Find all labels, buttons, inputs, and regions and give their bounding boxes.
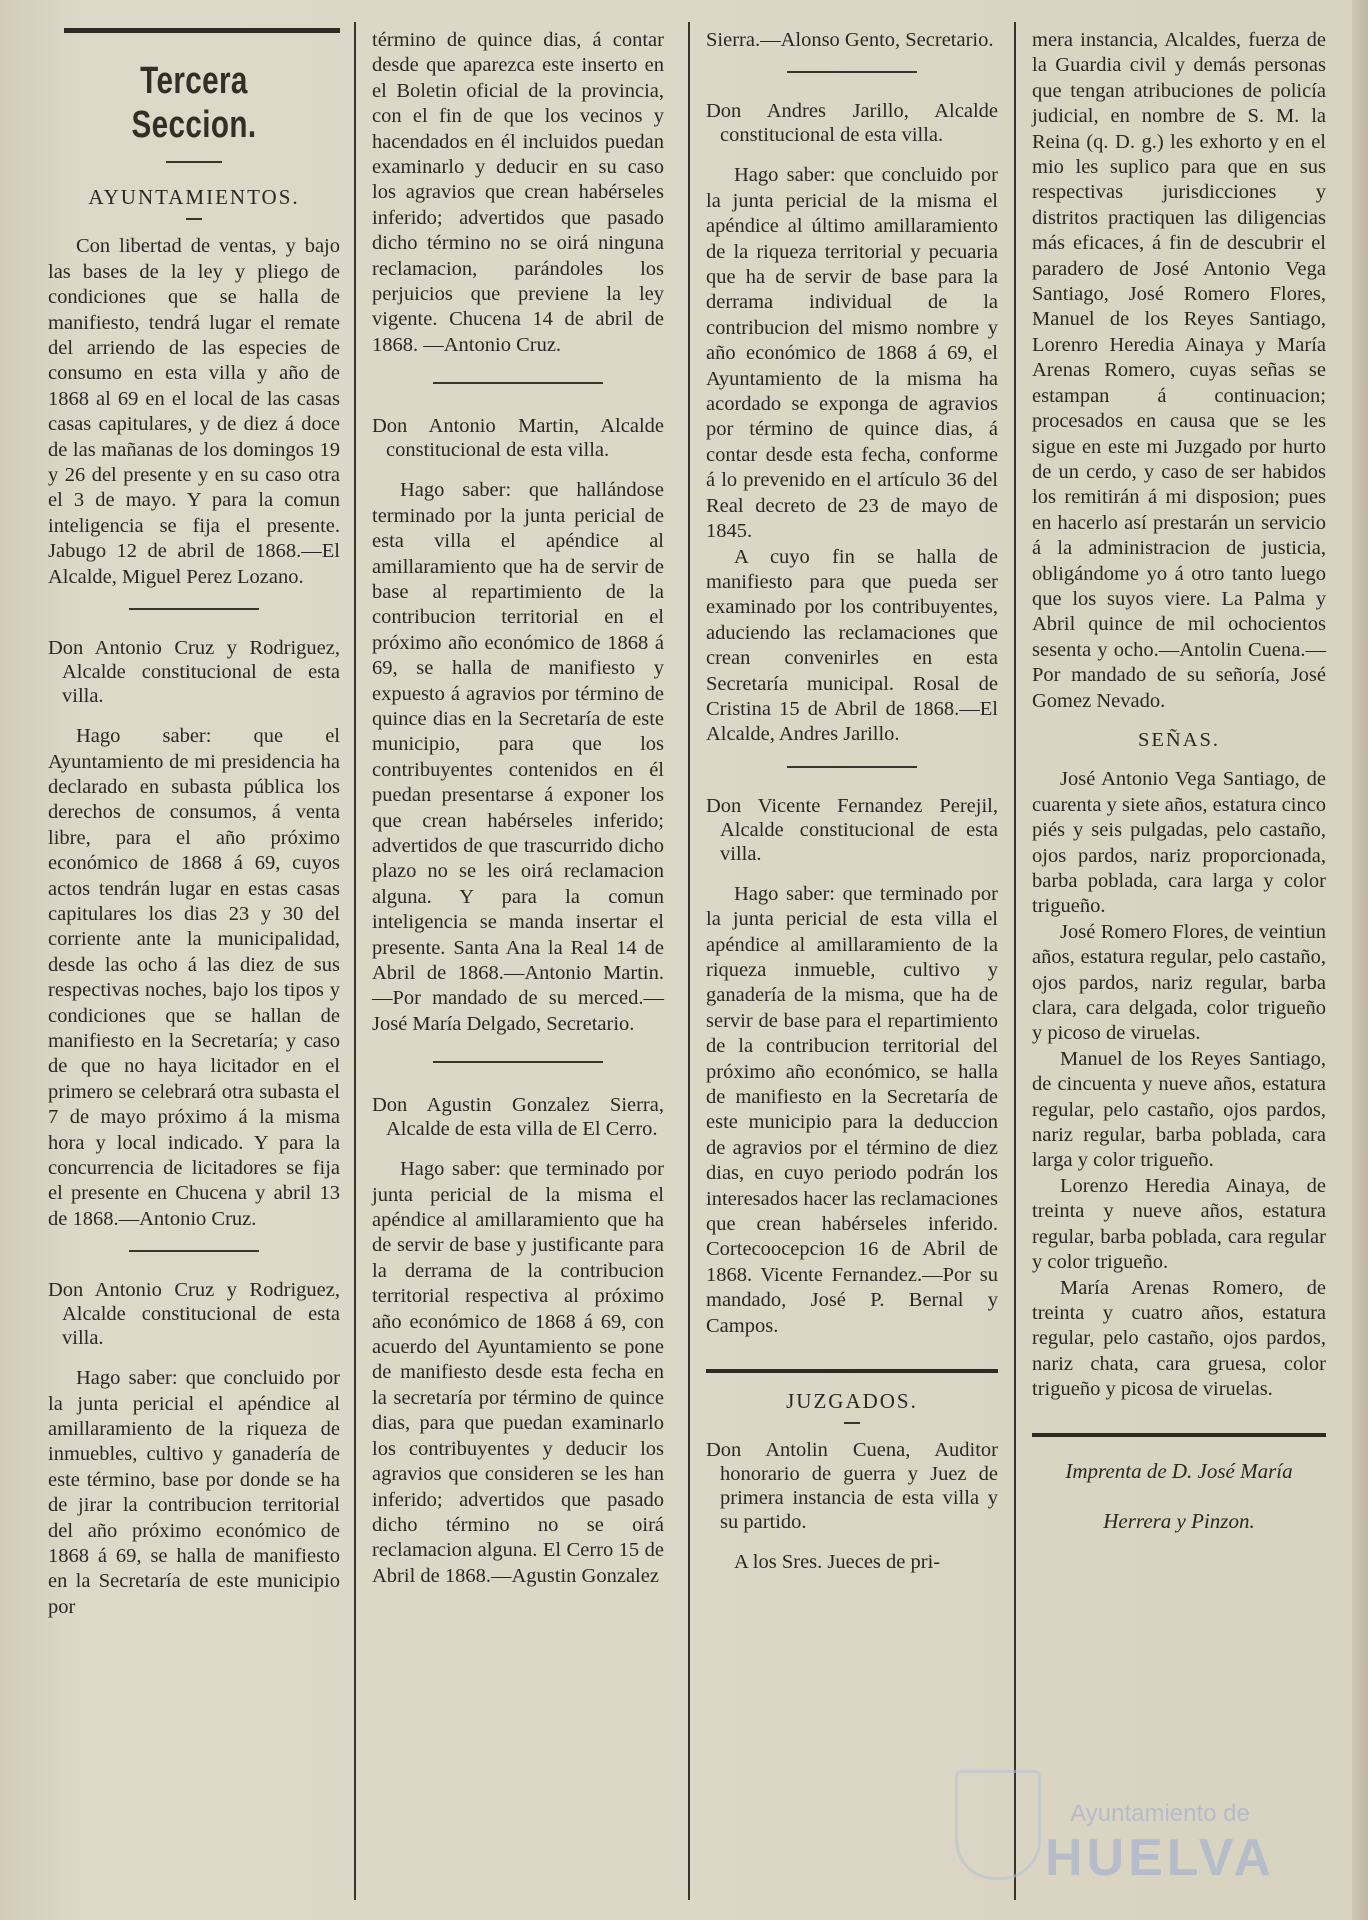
- divider: [706, 1369, 998, 1373]
- notice-heading: Don Antonio Cruz y Rodriguez, Alcalde constitucional de esta villa.: [48, 637, 340, 708]
- divider: [433, 1061, 603, 1063]
- divider: [433, 382, 603, 384]
- imprint-line: Imprenta de D. José María: [1065, 1458, 1293, 1483]
- notice-heading: Don Antolin Cuena, Auditor honorario de guerra y Juez de primera instancia de esta villa y su partido.: [706, 1439, 998, 1534]
- section-title: Tercera Seccion.: [131, 60, 257, 146]
- column-rule: [1014, 22, 1016, 1900]
- notice-heading: Don Antonio Cruz y Rodriguez, Alcalde constitucional de esta villa.: [48, 1279, 340, 1350]
- top-rule: [64, 28, 340, 33]
- notice-santa-ana: Hago saber: que hallándose terminado por la junta pericial de esta villa el apéndice al amillaramiento que ha de servir de base al repartimiento de la contribucion territorial en el próximo año económico de 1868 á 69, se halla de manifiesto y expuesto á agravios por término de quince dias en la Secretaría de este municipio, para que los contribuyentes contenidos en él puedan presentarse á exponer los que crean habérseles inferido; advertidos de que trascurrido dicho plazo no se les oirá reclamacion alguna. Y para la comun inteligencia se manda insertar el presente. Santa Ana la Real 14 de Abril de 1868.—Antonio Martin.—Por mandado de su merced.—José María Delgado, Secretario.: [372, 479, 664, 1035]
- divider: [787, 766, 917, 768]
- divider: [129, 608, 259, 610]
- notice-continuation: Sierra.—Alonso Gento, Secretario.: [706, 29, 994, 51]
- divider: [1032, 1433, 1326, 1437]
- notice-el-cerro: Hago saber: que terminado por junta pericial de la misma el apéndice al amillaramiento que ha de servir de base y justificante para la derrama de la contribucion territorial respectiva al próximo año económico de 1868 á 69, con acuerdo del Ayuntamiento se pone de manifiesto desde esta fecha en la secretaría por término de quince dias, para que puedan examinarlo los contribuyentes y deducir los agravios que consideren se les han inferido; advertidos que pasado dicho término no se oirá reclamacion alguna. El Cerro 15 de Abril de 1868.—Agustin Gonzalez: [372, 1158, 664, 1587]
- notice-rosal-cont: A cuyo fin se halla de manifiesto para que pueda ser examinado por los contribuyentes, aduciendo las reclamaciones que crean convenirles en esta Secretaría municipal. Rosal de Cristina 15 de Abril de 1868.—El Alcalde, Andres Jarillo.: [706, 545, 998, 746]
- column-rule: [688, 22, 690, 1900]
- imprint-line: Herrera y Pinzon.: [1103, 1508, 1255, 1533]
- notice-juzgado-start: A los Sres. Jueces de pri-: [734, 1551, 941, 1574]
- notice-chucena-amillaramiento: Hago saber: que concluido por la junta pericial el apéndice al amillaramiento de la riqueza de inmuebles, cultivo y ganadería de este término, base por donde se ha de jirar la contribucion territorial del año próximo económico de 1868 á 69, se halla de manifiesto en la Secretaría de este municipio por: [48, 1367, 340, 1618]
- description-entry: Lorenzo Heredia Ainaya, de treinta y nueve años, estatura regular, barba poblada, cara regular y color trigueño.: [1032, 1174, 1326, 1274]
- description-entry: José Antonio Vega Santiago, de cuarenta y siete años, estatura cinco piés y seis pulgadas, pelo castaño, ojos pardos, nariz proporcionada, barba poblada, cara larga y color trigueño.: [1032, 768, 1326, 918]
- divider: [844, 1422, 860, 1424]
- notice-heading: Don Antonio Martin, Alcalde constitucional de esta villa.: [372, 415, 664, 462]
- category-heading-juzgados: JUZGADOS.: [786, 1389, 918, 1414]
- divider: [186, 218, 202, 220]
- signs-heading: SEÑAS.: [1137, 728, 1221, 751]
- description-entry: Manuel de los Reyes Santiago, de cincuenta y nueve años, estatura regular, pelo castaño, ojos pardos, nariz regular, barba poblada, cara larga y color trigueño.: [1032, 1047, 1326, 1172]
- column-2: [372, 28, 664, 1900]
- divider: [787, 71, 917, 73]
- column-3: [706, 28, 998, 1900]
- column-1: [48, 28, 340, 1900]
- category-heading-ayuntamientos: AYUNTAMIENTOS.: [88, 185, 300, 209]
- description-entry: María Arenas Romero, de treinta y cuatro años, estatura regular, pelo castaño, ojos pardos, nariz chata, cara gruesa, color trigueño y picosa de viruelas.: [1032, 1276, 1326, 1401]
- notice-heading: Don Andres Jarillo, Alcalde constitucional de esta villa.: [706, 100, 998, 147]
- notice-juzgado-body: mera instancia, Alcaldes, fuerza de la Guardia civil y demás personas que tengan atribuciones de policía judicial, en nombre de S. M. la Reina (q. D. g.) les exhorto y en el mio les suplico para que en sus respectivas jurisdicciones y distritos practiquen las diligencias más eficaces, á fin de descubrir el paradero de José Antonio Vega Santiago, José Romero Flores, Manuel de los Reyes Santiago, Lorenro Heredia Ainaya y María Arenas Romero, cuyas señas se estampan á continuacion; procesados en causa que se les sigue en este mi Juzgado por hurto de un cerdo, y caso de ser habidos los remitirán á mi disposion; pues en hacerlo así prestarán un servicio á la administracion de justicia, obligándome yo á otro tanto luego que los suyos viere. La Palma y Abril quince de mil ochocientos sesenta y ocho.—Antolin Cuena.—Por mandado de su señoría, José Gomez Nevado.: [1032, 29, 1326, 712]
- notice-rosal: Hago saber: que concluido por la junta pericial de la misma el apéndice al último amillaramiento de la riqueza territorial y pecuaria que ha de servir de base para la derrama individual de la contribucion del mismo nombre y año económico de 1868 á 69, el Ayuntamiento de la misma ha acordado se exponga de agravios por término de quince dias, á contar desde esta fecha, conforme á lo prevenido en el artículo 36 del Real decreto de 23 de mayo de 1845.: [706, 164, 998, 543]
- watermark: [1045, 1800, 1276, 1887]
- divider: [166, 161, 222, 163]
- notice-jabugo: Con libertad de ventas, y bajo las bases de la ley y pliego de condiciones que se halla de manifiesto, tendrá lugar el remate del arriendo de las especies de consumo en esta villa y año de 1868 al 69 en el local de las casas casas capitulares, y de diez á doce de las mañanas de los domingos 19 y 26 del presente y en su caso otra el 3 de mayo. Y para la comun inteligencia se fija el presente. Jabugo 12 de abril de 1868.—El Alcalde, Miguel Perez Lozano.: [48, 235, 340, 588]
- column-4: [1032, 28, 1326, 1900]
- notice-chucena-consumos: Hago saber: que el Ayuntamiento de mi presidencia ha declarado en subasta pública los derechos de consumos, á venta libre, para el año próximo económico de 1868 á 69, cuyos actos tendrán lugar en estas casas capitulares los dias 23 y 30 del corriente ante la municipalidad, desde las ocho á las diez de sus respectivas noches, bajo los tipos y condiciones que se hallan de manifiesto en la Secretaría; y caso de que no haya licitador en el primero se celebrará otra subasta el 7 de mayo próximo á la misma hora y local indicado. Y para la concurrencia de licitadores se fija el presente en Chucena y abril 13 de 1868.—Antonio Cruz.: [48, 725, 340, 1230]
- page-edge: [1352, 0, 1368, 1920]
- city-crest-watermark: [955, 1770, 1041, 1880]
- notice-heading: Don Vicente Fernandez Perejil, Alcalde constitucional de esta villa.: [706, 794, 998, 865]
- watermark-line: HUELVA: [1045, 1829, 1276, 1887]
- watermark-line: Ayuntamiento de: [1070, 1800, 1250, 1827]
- divider: [129, 1250, 259, 1252]
- notice-continuation: término de quince dias, á contar desde que aparezca este inserto en el Boletin oficial de la provincia, con el fin de que los vecinos y hacendados en él incluidos puedan examinarlo y deducir en su caso los agravios que crean habérseles inferido; advertidos que pasado dicho término no se oirá ninguna reclamacion, parándoles los perjuicios que previene la ley vigente. Chucena 14 de abril de 1868. —Antonio Cruz.: [372, 29, 664, 356]
- notice-cortegana: Hago saber: que terminado por la junta pericial de esta villa el apéndice al amillaramiento de la riqueza inmueble, cultivo y ganadería de la misma, que ha de servir de base para el repartimiento de la contribucion territorial del próximo año económico, se halla de manifiesto en la Secretaría de este municipio para la deduccion de agravios por el término de diez dias, en cuyo periodo podrán los interesados hacer las reclamaciones que crean habérseles inferido. Cortecoocepcion 16 de Abril de 1868. Vicente Fernandez.—Por su mandado, José P. Bernal y Campos.: [706, 882, 998, 1337]
- notice-heading: Don Agustin Gonzalez Sierra, Alcalde de esta villa de El Cerro.: [372, 1094, 664, 1141]
- column-rule: [354, 22, 356, 1900]
- description-entry: José Romero Flores, de veintiun años, estatura regular, pelo castaño, ojos pardos, nariz regular, barba clara, cara delgada, color trigueño y picoso de viruelas.: [1032, 920, 1326, 1045]
